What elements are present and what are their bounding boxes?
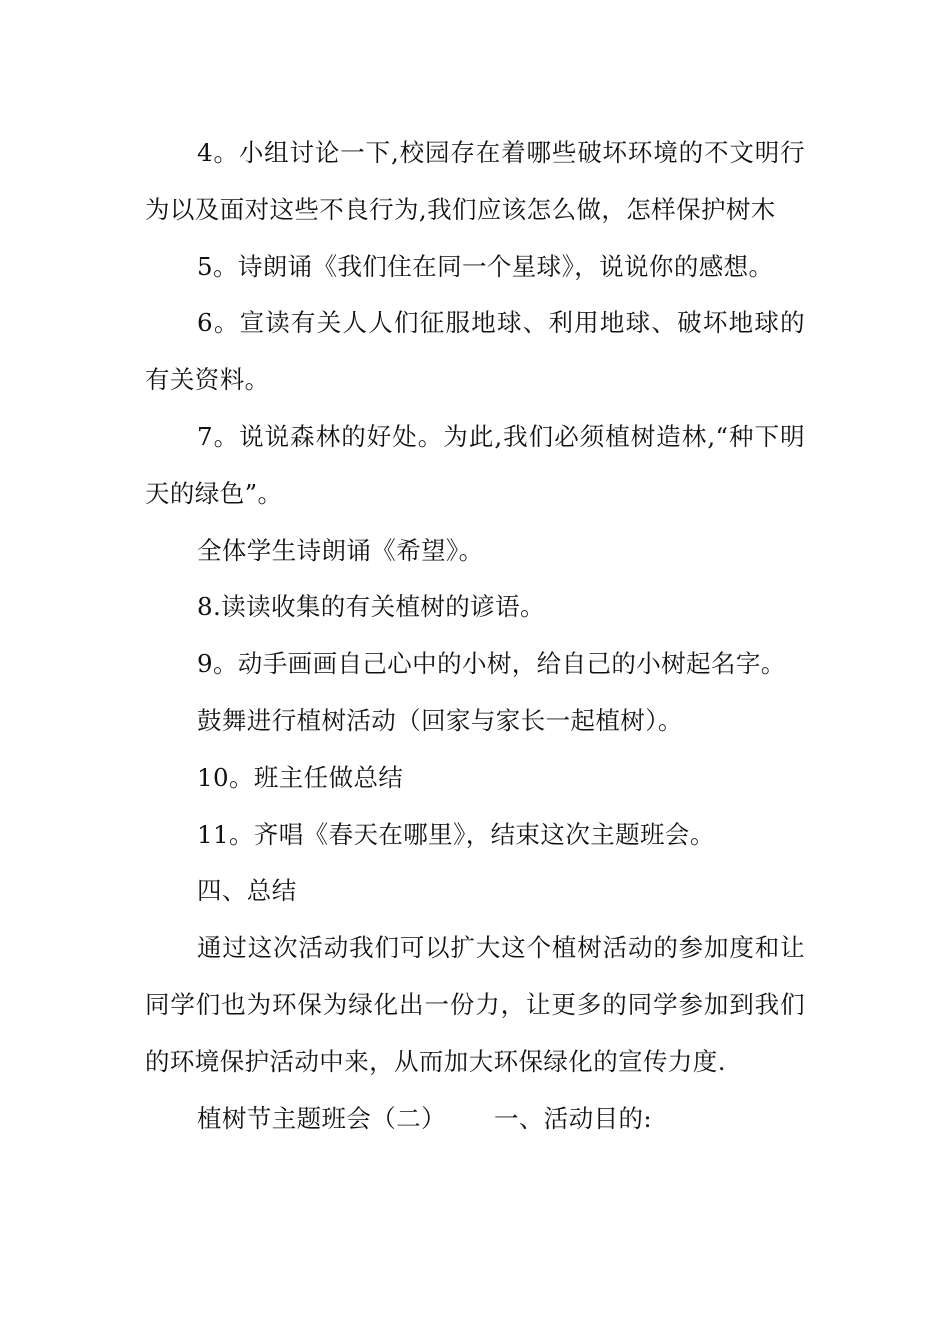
paragraph-item-7: 7。说说森林的好处。为此,我们必须植树造林,“种下明天的绿色”。 <box>145 421 805 508</box>
paragraph-summary-body: 通过这次活动我们可以扩大这个植树活动的参加度和让同学们也为环保为绿化出一份力，让更多的同学参加到我们的环境保护活动中来，从而加大环保绿化的宣传力度. <box>145 933 805 1076</box>
section-heading-purpose: 一、活动目的: <box>494 1103 653 1133</box>
document-body <box>145 125 805 1147</box>
section-title: 植树节主题班会（二） <box>197 1103 446 1133</box>
paragraph-item-6: 6。宣读有关人人们征服地球、利用地球、破坏地球的有关资料。 <box>145 308 805 395</box>
section-heading-summary: 四、总结 <box>197 876 297 906</box>
paragraph-item-8: 8.读读收集的有关植树的谚语。 <box>197 592 545 622</box>
paragraph-item-9: 9。动手画画自己心中的小树，给自己的小树起名字。 <box>197 649 786 679</box>
paragraph-item-4: 4。小组讨论一下,校园存在着哪些破坏环境的不文明行为以及面对这些不良行为,我们应该怎么做，怎样保护树木 <box>145 138 805 224</box>
paragraph-poem-recital: 全体学生诗朗诵《希望》。 <box>197 535 484 565</box>
paragraph-item-5: 5。诗朗诵《我们住在同一个星球》，说说你的感想。 <box>197 251 774 281</box>
paragraph-item-10: 10。班主任做总结 <box>197 762 404 792</box>
next-section-line <box>145 1091 805 1148</box>
paragraph-item-11: 11。齐唱《春天在哪里》，结束这次主题班会。 <box>197 819 715 849</box>
paragraph-planting-encouragement: 鼓舞进行植树活动（回家与家长一起植树）。 <box>197 705 683 735</box>
